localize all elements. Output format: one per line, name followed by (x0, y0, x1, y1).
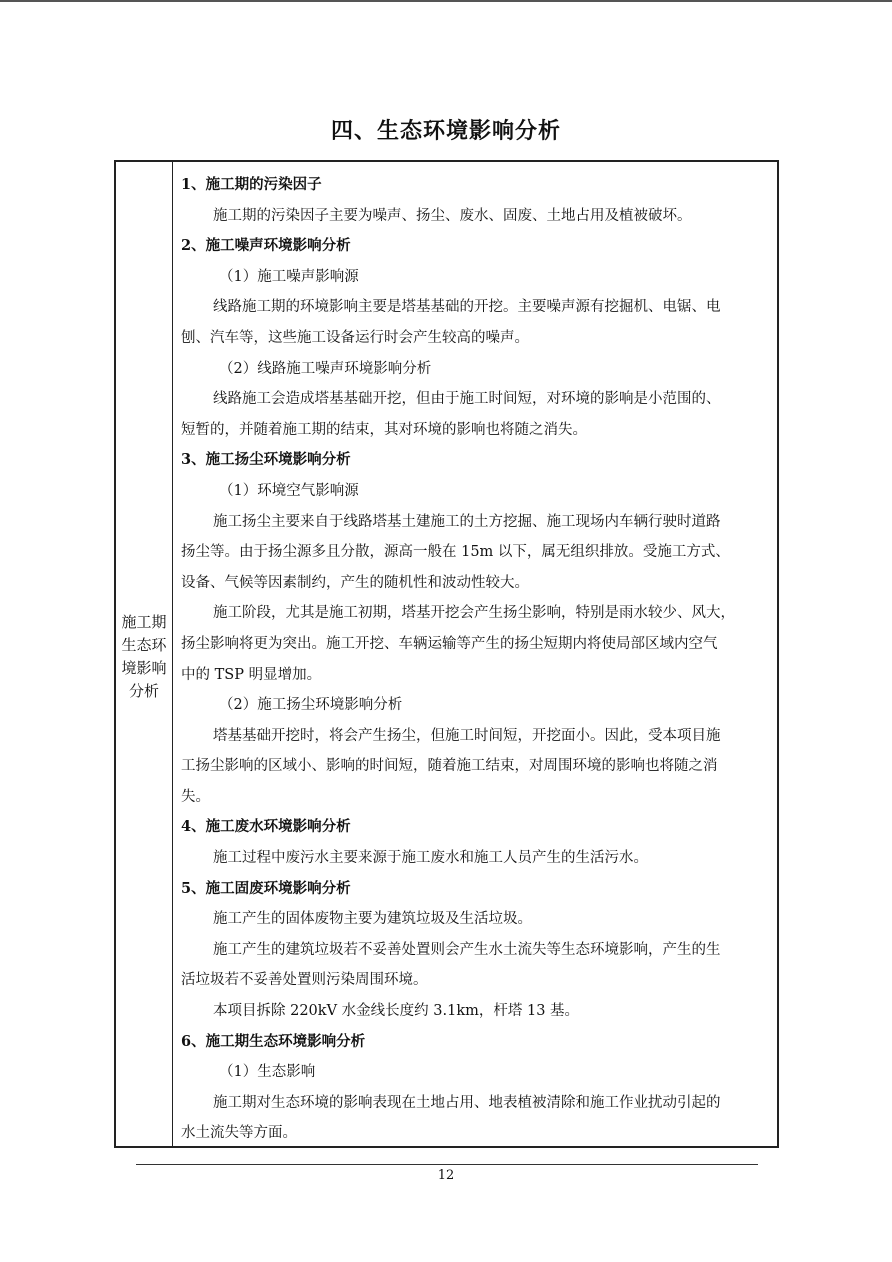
paragraph-line: 施工扬尘主要来自于线路塔基土建施工的土方挖掘、施工现场内车辆行驶时道路 (213, 513, 721, 530)
subsection-heading: （2）施工扬尘环境影响分析 (219, 697, 403, 714)
paragraph-continuation: 工扬尘影响的区域小、影响的时间短，随着施工结束，对周围环境的影响也将随之消 (181, 758, 718, 775)
paragraph-line: 线路施工会造成塔基基础开挖，但由于施工时间短，对环境的影响是小范围的、 (213, 391, 721, 408)
subsection-heading: （2）线路施工噪声环境影响分析 (219, 360, 432, 377)
paragraph-line: 塔基基础开挖时，将会产生扬尘，但施工时间短，开挖面小。因此，受本项目施 (213, 727, 721, 744)
paragraph-continuation: 活垃圾若不妥善处置则污染周围环境。 (181, 972, 428, 989)
paragraph-line: 本项目拆除 220kV 水金线长度约 3.1km，杆塔 13 基。 (213, 1003, 580, 1020)
paragraph-continuation: 扬尘等。由于扬尘源多且分散，源高一般在 15m 以下，属无组织排放。受施工方式、 (181, 544, 730, 561)
row-label-line: 施工期 (121, 613, 167, 631)
paragraph-continuation: 水土流失等方面。 (181, 1125, 297, 1142)
paragraph-line: 施工过程中废污水主要来源于施工废水和施工人员产生的生活污水。 (213, 850, 648, 867)
subsection-heading: （1）施工噪声影响源 (219, 268, 359, 285)
page-title: 四、生态环境影响分析 (330, 119, 561, 144)
paragraph-continuation: 失。 (181, 788, 210, 805)
section-heading: 4、施工废水环境影响分析 (181, 818, 351, 836)
row-label-cell (116, 162, 173, 1146)
paragraph-line: 施工阶段，尤其是施工初期，塔基开挖会产生扬尘影响，特别是雨水较少、风大， (213, 605, 735, 622)
subsection-heading: （1）环境空气影响源 (219, 482, 359, 499)
section-heading: 3、施工扬尘环境影响分析 (181, 451, 351, 469)
section-heading: 5、施工固废环境影响分析 (181, 879, 351, 897)
content-cell (181, 170, 771, 1149)
section-heading: 1、施工期的污染因子 (181, 176, 322, 193)
paragraph-line: 施工期的污染因子主要为噪声、扬尘、废水、固废、土地占用及植被破坏。 (213, 207, 692, 224)
paragraph-line: 施工产生的固体废物主要为建筑垃圾及生活垃圾。 (213, 911, 532, 928)
section-heading: 6、施工期生态环境影响分析 (181, 1032, 366, 1050)
row-label-line: 分析 (128, 682, 159, 700)
footer-rule (136, 1164, 758, 1165)
paragraph-continuation: 中的 TSP 明显增加。 (181, 666, 322, 683)
paragraph-continuation: 扬尘影响将更为突出。施工开挖、车辆运输等产生的扬尘短期内将使局部区域内空气 (181, 635, 718, 652)
row-label-line: 生态环 (121, 636, 167, 654)
paragraph-line: 施工期对生态环境的影响表现在土地占用、地表植被清除和施工作业扰动引起的 (213, 1094, 721, 1111)
paragraph-continuation: 刨、汽车等，这些施工设备运行时会产生较高的噪声。 (181, 329, 529, 346)
analysis-table (114, 160, 779, 1148)
paragraph-continuation: 短暂的，并随着施工期的结束，其对环境的影响也将随之消失。 (181, 421, 587, 438)
subsection-heading: （1）生态影响 (219, 1064, 316, 1081)
row-label (116, 611, 172, 703)
section-heading: 2、施工噪声环境影响分析 (181, 237, 351, 255)
paragraph-continuation: 设备、气候等因素制约，产生的随机性和波动性较大。 (181, 574, 529, 591)
row-label-line: 境影响 (121, 659, 167, 677)
top-border-line (0, 0, 892, 2)
paragraph-line: 线路施工期的环境影响主要是塔基基础的开挖。主要噪声源有挖掘机、电锯、电 (213, 299, 721, 316)
paragraph-line: 施工产生的建筑垃圾若不妥善处置则会产生水土流失等生态环境影响，产生的生 (213, 941, 721, 958)
page-number: 12 (437, 1168, 455, 1183)
